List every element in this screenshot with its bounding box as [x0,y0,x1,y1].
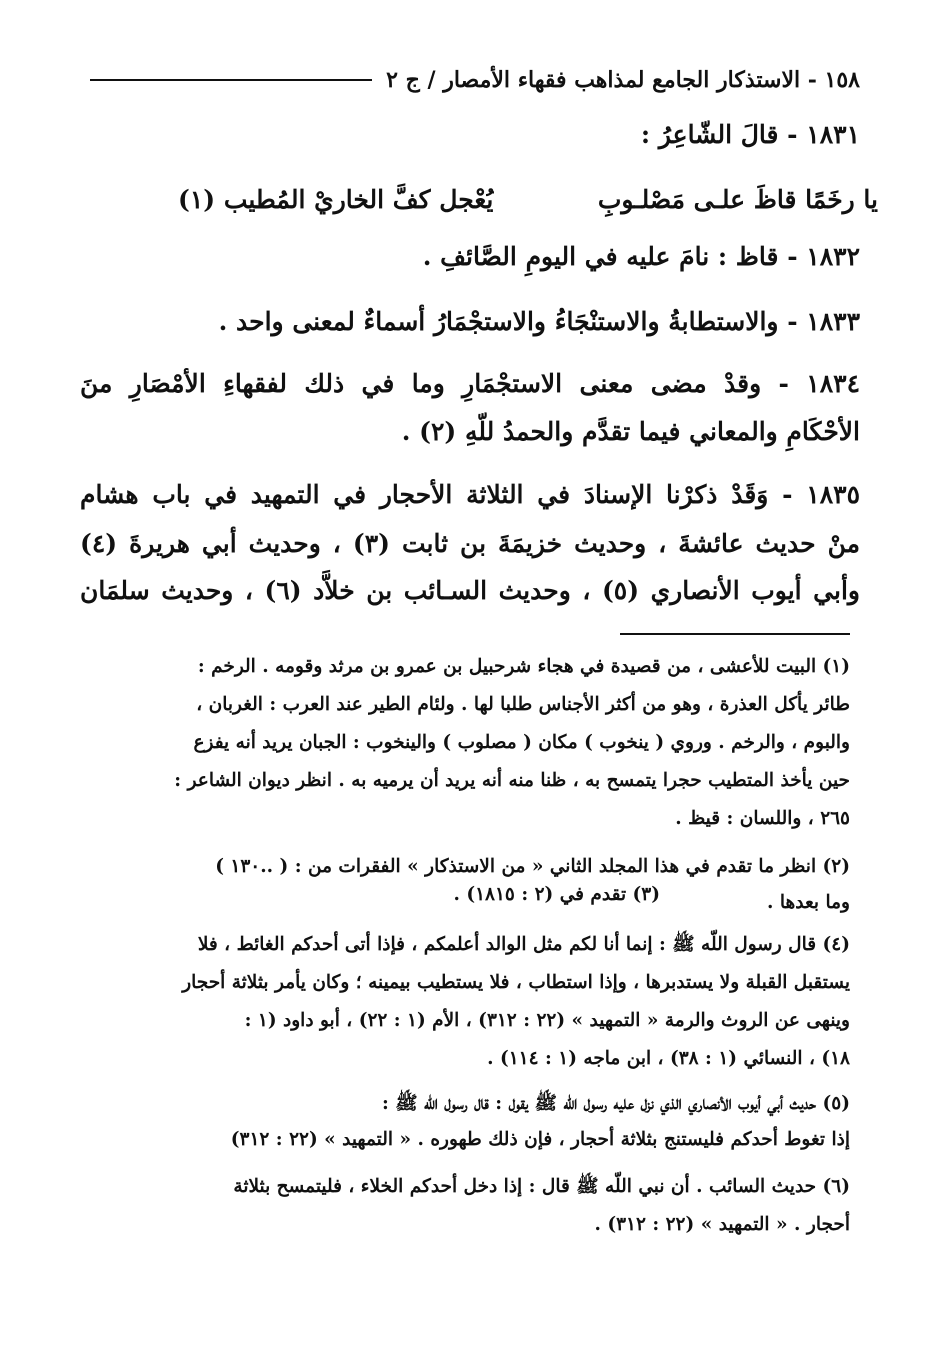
footnote-1-line: ٢٦٥ ، واللسان : قيظ . [675,808,850,829]
paragraph-1835-line-1: ١٨٣٥ - وَقَدْ ذكرْنا الإسنادَ في الثلاثة الأحجار في التمهيد في باب هشام [80,480,860,509]
paragraph-1834-line-2: الأحْكَامِ والمعاني فيما تقدَّم والحمدُ للّهِ (٢) . [401,417,860,446]
footnote-5-line: إذا تغوط أحدكم فليستنج بثلاثة أحجار ، فإن ذلك طهوره . « التمهيد » (٢٢ : ٣١٢) [230,1129,850,1150]
paragraph-1834-line-1: ١٨٣٤ - وقدْ مضى معنى الاستجْمَارِ وما في ذلك لفقهاءِ الأمْصَارِ منَ [80,369,860,398]
footnote-1-line: والبوم ، والرخم . وروي ( ينخوب ) مكان ( مصلوب ) والينخوب : الجبان يريد أنه يفزع [193,732,850,753]
poem-verse [178,180,878,220]
paragraph-1833: ١٨٣٣ - والاستطابةُ والاستنْجَاءُ والاستجْمَارُ أسماءٌ لمعنى واحد . [218,307,860,336]
header-rule [90,79,372,81]
footnote-6-line: (٦) حديث السائب . أن نبي اللّه ﷺ قال : إذا دخل أحدكم الخلاء ، فليتمسح بثلاثة [233,1176,850,1197]
footnote-3: (٣) تقدم في (٢ : ١٨١٥) . [453,884,660,905]
footnote-1-line: طائر يأكل العذرة ، وهو من أكثر الأجناس طلبا لها . ولئام الطير عند العرب : الغربان ، [196,694,850,715]
footnote-separator [620,633,850,635]
paragraph-1835-line-3: وأبي أيوب الأنصاري (٥) ، وحديث السـائب بن خلاَّد (٦) ، وحديث سلمَان [80,576,860,605]
paragraph-1831: ١٨٣١ - قالَ الشّاعِرُ : [640,120,860,149]
footnote-6-line: أحجار . « التمهيد » (٢٢ : ٣١٢) . [594,1214,850,1235]
paragraph-1835-line-2: منْ حديث عائشةَ ، وحديث خزيمَةَ بن ثابت (٣) ، وحديث أبي هريرةَ (٤) [80,529,861,558]
running-header [90,60,860,100]
verse-first-hemistich: يا رخَمًا قاظَ علـى مَصْلـوبِ [597,185,878,214]
footnote-2-line: (٢) انظر ما تقدم في هذا المجلد الثاني « من الاستذكار » الفقرات من : ( ..١٣٠ ) [215,856,850,877]
verse-second-hemistich: يُعْجل كفَّ الخاريْ المُطيب (١) [178,185,494,214]
footnote-1-line: (١) البيت للأعشى ، من قصيدة في هجاء شرحبيل بن عمرو بن مرثد وقومه . الرخم : [197,656,850,677]
footnote-4-line: وينهى عن الروث والرمة « التمهيد » (٢٢ : ٣١٢) ، الأم (١ : ٢٢) ، أبو داود (١ : [244,1010,850,1031]
paragraph-1832: ١٨٣٢ - قاظ : نامَ عليه في اليومِ الصَّائفِ . [422,242,860,271]
footnote-4-line: ١٨) ، النسائي (١ : ٣٨) ، ابن ماجه (١ : ١١٤) . [487,1048,850,1069]
footnote-1-line: حين يأخذ المتطيب حجرا يتمسح به ، ظنا منه أنه يريد أن يرميه به . انظر ديوان الشاعر : [174,770,850,791]
header-title: ١٥٨ - الاستذكار الجامع لمذاهب فقهاء الأمصار / ج ٢ [386,67,860,93]
footnote-4-line: يستقبل القبلة ولا يستدبرها ، وإذا استطاب ، فلا يستطيب بيمينه ؛ وكان يأمر بثلاثة أحجار [182,972,850,993]
footnote-4-line: (٤) قال رسول اللّه ﷺ : إنما أنا لكم مثل الوالد أعلمكم ، فإذا أتى أحدكم الغائط ، فلا [197,934,850,955]
footnote-2-line: وما بعدها . [767,892,850,913]
footnote-5-line: (٥) حديث أبي أيوب الأنصاري الذي نزل عليه رسول اللّه ﷺ يقول : قال رسول اللّه ﷺ : [381,1093,850,1114]
